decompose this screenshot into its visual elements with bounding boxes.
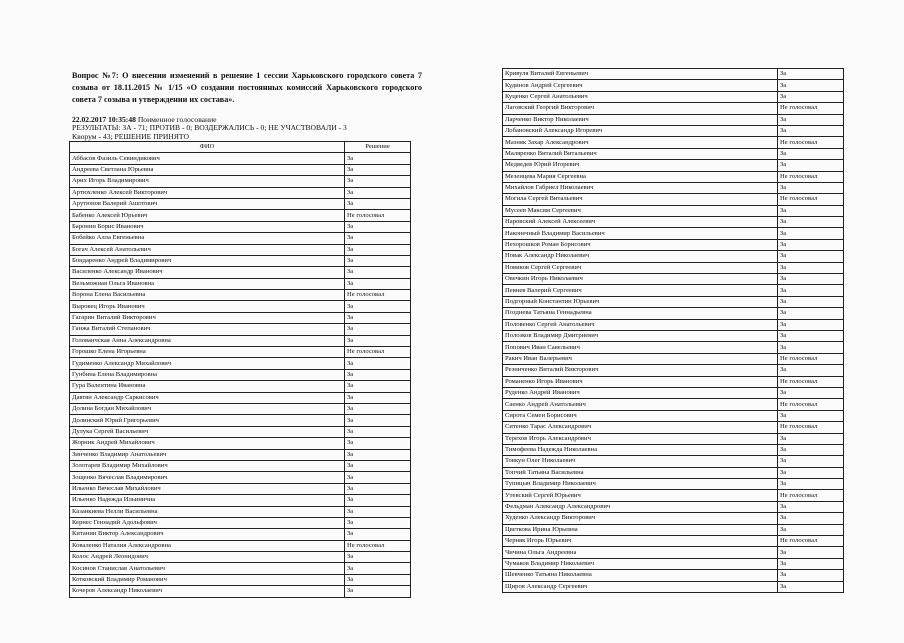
deputy-name: Полозков Владимир Дмитриевич	[503, 330, 778, 341]
vote-decision: Не голосовал	[778, 353, 844, 364]
vote-decision: За	[778, 69, 844, 80]
vote-decision: За	[778, 581, 844, 592]
vote-decision: Не голосовал	[345, 210, 411, 221]
vote-decision: За	[345, 312, 411, 323]
deputy-name: Овечкин Игорь Николаевич	[503, 274, 778, 285]
deputy-name: Кудинов Андрей Сергеевич	[503, 80, 778, 91]
vote-decision: За	[778, 444, 844, 455]
vote-decision: За	[778, 239, 844, 250]
table-row	[70, 335, 411, 346]
table-row	[503, 182, 844, 193]
vote-decision: За	[778, 205, 844, 216]
table-row	[503, 444, 844, 455]
table-row	[70, 312, 411, 323]
vote-decision: За	[778, 513, 844, 524]
deputy-name: Китанин Виктор Александрович	[70, 529, 345, 540]
deputy-name: Зинченко Владимир Анатольевич	[70, 449, 345, 460]
deputy-name: Кочеров Александр Николаевич	[70, 586, 345, 597]
deputy-name: Медведев Юрий Игоревич	[503, 160, 778, 171]
vote-decision: За	[778, 160, 844, 171]
vote-decision: За	[345, 278, 411, 289]
vote-decision: За	[778, 80, 844, 91]
table-row	[70, 267, 411, 278]
vote-table-right	[502, 68, 844, 593]
vote-datetime: 22.02.2017 10:35:48	[72, 115, 136, 124]
deputy-name: Михайлов Габриел Николаевич	[503, 182, 778, 193]
vote-decision: За	[778, 547, 844, 558]
deputy-name: Коваленко Наталия Александровна	[70, 540, 345, 551]
table-row	[70, 529, 411, 540]
deputy-name: Тимофеева Надежда Николаевна	[503, 444, 778, 455]
vote-decision: Не голосовал	[778, 490, 844, 501]
deputy-name: Топчий Татьяна Васильевна	[503, 467, 778, 478]
deputy-name: Чичина Ольга Андреевна	[503, 547, 778, 558]
table-row	[70, 483, 411, 494]
deputy-name: Ракич Иван Валерьевич	[503, 353, 778, 364]
table-row	[70, 324, 411, 335]
vote-decision: За	[778, 308, 844, 319]
vote-decision: За	[778, 387, 844, 398]
deputy-name: Ларченко Виктор Николаевич	[503, 114, 778, 125]
vote-decision: За	[778, 501, 844, 512]
table-row	[503, 456, 844, 467]
table-row	[70, 563, 411, 574]
table-row	[70, 392, 411, 403]
table-row	[503, 399, 844, 410]
vote-decision: За	[778, 433, 844, 444]
vote-decision: За	[345, 529, 411, 540]
vote-decision: За	[778, 365, 844, 376]
deputy-name: Худенко Александр Викторович	[503, 513, 778, 524]
vote-results: РЕЗУЛЬТАТЫ: ЗА - 71; ПРОТИВ - 0; ВОЗДЕРЖАЛИСЬ - 0; НЕ УЧАСТВОВАЛИ - 3	[72, 123, 347, 132]
deputy-name: Позднева Татьяна Геннадьевна	[503, 308, 778, 319]
table-row	[70, 506, 411, 517]
table-row	[503, 433, 844, 444]
table-row	[503, 194, 844, 205]
table-row	[503, 148, 844, 159]
vote-decision: За	[778, 251, 844, 262]
table-row	[70, 278, 411, 289]
deputy-name: Дулука Сергей Васильевич	[70, 426, 345, 437]
deputy-name: Гунбина Елена Владимировна	[70, 369, 345, 380]
table-row	[503, 558, 844, 569]
table-row	[70, 290, 411, 301]
table-row	[503, 342, 844, 353]
deputy-name: Казанкиева Нелли Васильевна	[70, 506, 345, 517]
table-row	[70, 426, 411, 437]
vote-decision: За	[778, 570, 844, 581]
table-row	[503, 125, 844, 136]
vote-decision: За	[778, 319, 844, 330]
deputy-name: Давтян Александр Саркисович	[70, 392, 345, 403]
deputy-name: Аббасов Фазиль Севиндикович	[70, 153, 345, 164]
deputy-name: Гура Валентина Ивановна	[70, 381, 345, 392]
deputy-name: Новиков Сергей Сергеевич	[503, 262, 778, 273]
vote-decision: За	[345, 267, 411, 278]
table-row	[503, 365, 844, 376]
deputy-name: Новак Александр Николаевич	[503, 251, 778, 262]
deputy-name: Нехорошков Роман Борисович	[503, 239, 778, 250]
deputy-name: Наровский Алексей Алексеевич	[503, 217, 778, 228]
vote-decision: За	[345, 483, 411, 494]
vote-decision: За	[778, 558, 844, 569]
table-row	[503, 387, 844, 398]
deputy-name: Долинский Юрий Григорьевич	[70, 415, 345, 426]
deputy-name: Котковский Владимир Романович	[70, 574, 345, 585]
vote-decision: Не голосовал	[345, 347, 411, 358]
table-row	[70, 210, 411, 221]
table-row	[503, 490, 844, 501]
table-row	[503, 376, 844, 387]
deputy-name: Шевченко Татьяна Николаевна	[503, 570, 778, 581]
vote-decision: Не голосовал	[345, 540, 411, 551]
table-row	[503, 91, 844, 102]
deputy-name: Утевский Сергей Юрьевич	[503, 490, 778, 501]
table-row	[70, 244, 411, 255]
table-row	[503, 69, 844, 80]
deputy-name: Чумаков Владимир Николаевич	[503, 558, 778, 569]
table-row	[70, 403, 411, 414]
vote-decision: За	[345, 495, 411, 506]
table-row	[503, 479, 844, 490]
vote-decision: За	[345, 392, 411, 403]
table-row	[503, 330, 844, 341]
deputy-name: Василенко Александр Иванович	[70, 267, 345, 278]
table-row	[503, 308, 844, 319]
table-row	[503, 410, 844, 421]
vote-decision: Не голосовал	[778, 376, 844, 387]
deputy-name: Ильенко Надежда Ильинична	[70, 495, 345, 506]
deputy-name: Мусеев Максим Сергеевич	[503, 205, 778, 216]
vote-decision: За	[345, 198, 411, 209]
vote-decision: За	[345, 426, 411, 437]
table-row	[70, 369, 411, 380]
vote-decision: Не голосовал	[778, 536, 844, 547]
deputy-name: Товкун Олег Николаевич	[503, 456, 778, 467]
deputy-name: Колос Андрей Леонидович	[70, 552, 345, 563]
table-row	[503, 547, 844, 558]
table-row	[503, 319, 844, 330]
deputy-name: Тупицын Владимир Николаевич	[503, 479, 778, 490]
table-row	[70, 381, 411, 392]
vote-quorum: Кворум - 43; РЕШЕНИЕ ПРИНЯТО	[72, 132, 189, 141]
vote-decision: За	[345, 164, 411, 175]
table-row	[503, 501, 844, 512]
table-row	[70, 460, 411, 471]
table-row	[70, 187, 411, 198]
vote-decision: За	[345, 449, 411, 460]
deputy-name: Романенко Игорь Иванович	[503, 376, 778, 387]
table-row	[70, 358, 411, 369]
vote-decision: За	[345, 358, 411, 369]
deputy-name: Певнев Валерий Сергеевич	[503, 285, 778, 296]
table-row	[70, 415, 411, 426]
table-row	[503, 524, 844, 535]
vote-decision: За	[345, 517, 411, 528]
vote-decision: За	[778, 342, 844, 353]
vote-decision: За	[345, 324, 411, 335]
deputy-name: Куценко Сергей Анатольевич	[503, 91, 778, 102]
vote-decision: За	[778, 330, 844, 341]
deputy-name: Гагарин Виталий Викторович	[70, 312, 345, 323]
vote-decision: Не голосовал	[778, 422, 844, 433]
vote-decision: За	[778, 228, 844, 239]
table-row	[503, 285, 844, 296]
table-row	[503, 296, 844, 307]
vote-decision: За	[778, 125, 844, 136]
deputy-name: Лаговский Георгий Викторович	[503, 103, 778, 114]
question-heading: Вопрос №7: О внесении изменений в решение 1 сессии Харьковского городского совета 7 созыва от 18.11.2015 № 1/15 «О создании постоянных комиссий Харьковского городского совета 7 созыва и утверждении их состава».	[72, 71, 422, 104]
deputy-name: Косинов Станислав Анатольевич	[70, 563, 345, 574]
table-row	[70, 255, 411, 266]
vote-decision: За	[345, 153, 411, 164]
table-row	[70, 574, 411, 585]
table-row	[70, 198, 411, 209]
table-row	[503, 274, 844, 285]
deputy-name: Жорник Андрей Михайлович	[70, 438, 345, 449]
vote-decision: За	[345, 563, 411, 574]
deputy-name: Лобановский Александр Игоревич	[503, 125, 778, 136]
deputy-name: Ворона Елена Васильевна	[70, 290, 345, 301]
vote-decision: За	[345, 403, 411, 414]
deputy-name: Цветкова Ирина Юрьевна	[503, 524, 778, 535]
deputy-name: Наконечный Владимир Васильевич	[503, 228, 778, 239]
vote-decision: За	[778, 285, 844, 296]
table-row	[70, 517, 411, 528]
table-row	[503, 80, 844, 91]
deputy-name: Руденко Андрей Иванович	[503, 387, 778, 398]
vote-decision: Не голосовал	[778, 399, 844, 410]
vote-decision: За	[778, 467, 844, 478]
deputy-name: Резниченко Виталий Викторович	[503, 365, 778, 376]
deputy-name: Фельдман Александр Александрович	[503, 501, 778, 512]
table-row	[70, 586, 411, 597]
vote-decision: За	[345, 221, 411, 232]
vote-decision: За	[778, 296, 844, 307]
vote-decision: За	[345, 472, 411, 483]
table-row	[503, 513, 844, 524]
table-row	[503, 353, 844, 364]
deputy-name: Арутюнов Валерий Ашотович	[70, 198, 345, 209]
table-row	[503, 228, 844, 239]
table-row	[503, 262, 844, 273]
deputy-name: Терехов Игорь Александрович	[503, 433, 778, 444]
vote-decision: За	[345, 255, 411, 266]
vote-decision: За	[345, 415, 411, 426]
deputy-name: Кернес Геннадий Адольфович	[70, 517, 345, 528]
deputy-name: Кривуля Виталий Евгеньевич	[503, 69, 778, 80]
vote-decision: Не голосовал	[778, 194, 844, 205]
deputy-name: Гудименко Александр Михайлович	[70, 358, 345, 369]
table-row	[70, 301, 411, 312]
vote-decision: За	[778, 91, 844, 102]
deputy-name: Бондаренко Андрей Владимирович	[70, 255, 345, 266]
deputy-name: Ганжа Виталий Степанович	[70, 324, 345, 335]
vote-decision: Не голосовал	[778, 137, 844, 148]
vote-decision: За	[345, 187, 411, 198]
header-name: ФИО	[70, 142, 345, 153]
deputy-name: Черняк Игорь Юрьевич	[503, 536, 778, 547]
vote-decision: За	[778, 114, 844, 125]
deputy-name: Андреева Светлана Юрьевна	[70, 164, 345, 175]
deputy-name: Баронин Борис Иванович	[70, 221, 345, 232]
table-row	[503, 103, 844, 114]
deputy-name: Зощенко Вячеслав Владимирович	[70, 472, 345, 483]
table-row	[503, 137, 844, 148]
deputy-name: Саенко Андрей Анатольевич	[503, 399, 778, 410]
deputy-name: Арих Игорь Владимирович	[70, 176, 345, 187]
vote-decision: За	[778, 217, 844, 228]
deputy-name: Маляренко Виталий Витальевич	[503, 148, 778, 159]
table-row	[503, 160, 844, 171]
vote-decision: За	[778, 274, 844, 285]
vote-decision: Не голосовал	[778, 171, 844, 182]
table-row	[503, 205, 844, 216]
table-row	[70, 495, 411, 506]
table-row	[503, 114, 844, 125]
deputy-name: Артюхленко Алексей Викторович	[70, 187, 345, 198]
table-row	[70, 176, 411, 187]
deputy-name: Щиров Александр Сергеевич	[503, 581, 778, 592]
vote-decision: За	[778, 148, 844, 159]
table-row	[503, 239, 844, 250]
vote-decision: За	[345, 233, 411, 244]
table-row	[70, 449, 411, 460]
vote-decision: За	[345, 460, 411, 471]
deputy-name: Горошко Елена Игорьевна	[70, 347, 345, 358]
deputy-name: Мезенцева Мария Сергеевна	[503, 171, 778, 182]
deputy-name: Золотарев Владимир Михайлович	[70, 460, 345, 471]
table-row	[70, 540, 411, 551]
deputy-name: Богач Алексей Анатольевич	[70, 244, 345, 255]
vote-table-left	[69, 141, 411, 598]
table-row	[70, 347, 411, 358]
vote-decision: За	[778, 479, 844, 490]
table-row	[70, 164, 411, 175]
deputy-name: Половенко Сергей Анатольевич	[503, 319, 778, 330]
vote-decision: Не голосовал	[778, 103, 844, 114]
table-row	[70, 472, 411, 483]
deputy-name: Подгорный Константин Юрьевич	[503, 296, 778, 307]
table-row	[70, 233, 411, 244]
deputy-name: Долина Богдан Михайлович	[70, 403, 345, 414]
table-row	[70, 438, 411, 449]
vote-decision: За	[345, 301, 411, 312]
table-header-row	[70, 142, 411, 153]
vote-decision: За	[345, 438, 411, 449]
vote-decision: За	[345, 244, 411, 255]
deputy-name: Бобейко Алла Евгеньевна	[70, 233, 345, 244]
table-row	[503, 217, 844, 228]
deputy-name: Вельможная Ольга Ивановна	[70, 278, 345, 289]
vote-decision: За	[778, 262, 844, 273]
vote-decision: За	[345, 574, 411, 585]
table-row	[503, 467, 844, 478]
table-row	[70, 221, 411, 232]
table-row	[70, 552, 411, 563]
vote-decision: За	[345, 335, 411, 346]
deputy-name: Бабенко Алексей Юрьевич	[70, 210, 345, 221]
table-row	[70, 153, 411, 164]
vote-decision: За	[345, 176, 411, 187]
deputy-name: Могила Сергей Витальевич	[503, 194, 778, 205]
deputy-name: Мазняк Захар Александрович	[503, 137, 778, 148]
vote-decision: За	[778, 456, 844, 467]
vote-decision: За	[778, 410, 844, 421]
vote-type: Поименное голосование	[137, 115, 217, 124]
table-row	[503, 251, 844, 262]
vote-decision: За	[778, 524, 844, 535]
header-decision: Решение	[345, 142, 411, 153]
vote-decision: За	[345, 552, 411, 563]
deputy-name: Ситенко Тарас Александрович	[503, 422, 778, 433]
deputy-name: Выровец Игорь Иванович	[70, 301, 345, 312]
deputy-name: Попович Иван Савельевич	[503, 342, 778, 353]
table-row	[503, 536, 844, 547]
deputy-name: Сирота Семен Борисович	[503, 410, 778, 421]
vote-decision: За	[345, 369, 411, 380]
table-row	[503, 171, 844, 182]
table-row	[503, 570, 844, 581]
vote-decision: За	[345, 381, 411, 392]
deputy-name: Ильенко Вячеслав Михайлович	[70, 483, 345, 494]
vote-decision: За	[778, 182, 844, 193]
vote-decision: За	[345, 506, 411, 517]
deputy-name: Голованчская Анна Александровна	[70, 335, 345, 346]
table-row	[503, 422, 844, 433]
table-row	[503, 581, 844, 592]
vote-decision: За	[345, 586, 411, 597]
vote-decision: Не голосовал	[345, 290, 411, 301]
